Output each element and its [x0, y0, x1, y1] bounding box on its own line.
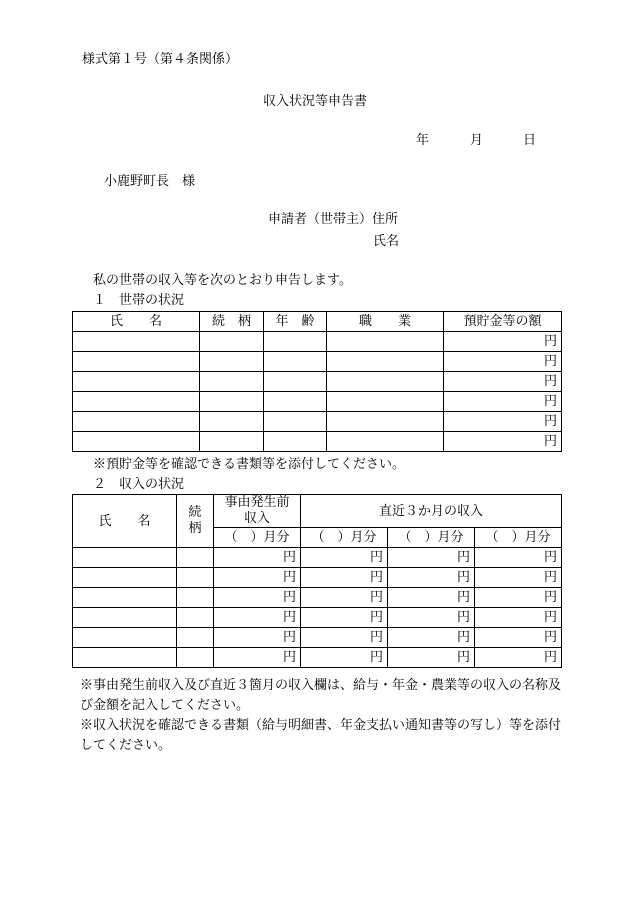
income-cell[interactable]: 円 — [301, 548, 388, 568]
header-name: 氏 名 — [73, 495, 177, 548]
income-cell[interactable]: 円 — [475, 588, 562, 608]
applicant-name-label: 氏名 — [373, 234, 400, 249]
page-title: 収入状況等申告書 — [262, 94, 367, 109]
section2-note-1: ※事由発生前収入及び直近３箇月の収入欄は、給与・年金・農業等の収入の名称及び金額を記入してください。 — [80, 678, 562, 713]
header-relation: 続柄 — [177, 495, 214, 548]
income-cell[interactable]: 円 — [475, 628, 562, 648]
age-cell[interactable] — [264, 432, 327, 452]
age-cell[interactable] — [264, 332, 327, 352]
table-row — [73, 588, 562, 608]
income-cell[interactable]: 円 — [388, 548, 475, 568]
income-cell[interactable]: 円 — [475, 568, 562, 588]
relation-cell[interactable] — [177, 568, 214, 588]
month-label: （ ）月分 — [388, 528, 475, 548]
date-day: 日 — [523, 133, 537, 148]
name-cell[interactable] — [73, 332, 200, 352]
name-cell[interactable] — [73, 568, 177, 588]
table-row — [73, 412, 562, 432]
header-age: 年 齢 — [264, 312, 327, 332]
relation-cell[interactable] — [200, 352, 264, 372]
income-cell[interactable]: 円 — [214, 648, 301, 668]
month-label: （ ）月分 — [475, 528, 562, 548]
header-recent-income: 直近３か月の収入 — [301, 495, 562, 528]
table-row — [73, 608, 562, 628]
relation-cell[interactable] — [200, 332, 264, 352]
table-row — [73, 648, 562, 668]
income-cell[interactable]: 円 — [214, 628, 301, 648]
header-pre-event-income: 事由発生前収入 — [214, 495, 301, 528]
date-year: 年 — [416, 133, 430, 148]
month-label: （ ）月分 — [214, 528, 301, 548]
savings-cell[interactable]: 円 — [444, 392, 562, 412]
table-row — [73, 332, 562, 352]
header-savings: 預貯金等の額 — [444, 312, 562, 332]
section1-heading: １ 世帯の状況 — [93, 293, 185, 308]
income-cell[interactable]: 円 — [301, 648, 388, 668]
form-number: 様式第１号（第４条関係） — [82, 52, 239, 67]
relation-cell[interactable] — [200, 392, 264, 412]
name-cell[interactable] — [73, 648, 177, 668]
income-cell[interactable]: 円 — [214, 608, 301, 628]
table-row — [73, 392, 562, 412]
income-cell[interactable]: 円 — [214, 568, 301, 588]
header-occupation: 職 業 — [327, 312, 444, 332]
section2-note-2: ※収入状況を確認できる書類（給与明細書、年金支払い通知書等の写し）等を添付してください。 — [80, 718, 562, 753]
name-cell[interactable] — [73, 412, 200, 432]
table-row — [73, 548, 562, 568]
relation-cell[interactable] — [177, 548, 214, 568]
header-relation: 続 柄 — [200, 312, 264, 332]
income-cell[interactable]: 円 — [214, 588, 301, 608]
name-cell[interactable] — [73, 392, 200, 412]
name-cell[interactable] — [73, 608, 177, 628]
age-cell[interactable] — [264, 412, 327, 432]
occupation-cell[interactable] — [327, 432, 444, 452]
income-cell[interactable]: 円 — [388, 648, 475, 668]
intro-text: 私の世帯の収入等を次のとおり申告します。 — [93, 273, 352, 288]
income-cell[interactable]: 円 — [388, 588, 475, 608]
date-month: 月 — [470, 133, 484, 148]
relation-cell[interactable] — [177, 608, 214, 628]
age-cell[interactable] — [264, 352, 327, 372]
savings-cell[interactable]: 円 — [444, 372, 562, 392]
table-row — [73, 372, 562, 392]
name-cell[interactable] — [73, 628, 177, 648]
relation-cell[interactable] — [177, 648, 214, 668]
income-cell[interactable]: 円 — [475, 648, 562, 668]
income-table — [72, 494, 562, 668]
relation-cell[interactable] — [200, 412, 264, 432]
section1-note: ※預貯金等を確認できる書類等を添付してください。 — [93, 457, 406, 472]
table-row — [73, 568, 562, 588]
savings-cell[interactable]: 円 — [444, 332, 562, 352]
age-cell[interactable] — [264, 392, 327, 412]
name-cell[interactable] — [73, 588, 177, 608]
table-row — [73, 432, 562, 452]
occupation-cell[interactable] — [327, 392, 444, 412]
section2-heading: ２ 収入の状況 — [93, 477, 185, 492]
occupation-cell[interactable] — [327, 412, 444, 432]
occupation-cell[interactable] — [327, 352, 444, 372]
month-label: （ ）月分 — [301, 528, 388, 548]
income-cell[interactable]: 円 — [388, 628, 475, 648]
income-cell[interactable]: 円 — [214, 548, 301, 568]
income-cell[interactable]: 円 — [301, 608, 388, 628]
income-cell[interactable]: 円 — [388, 568, 475, 588]
income-cell[interactable]: 円 — [388, 608, 475, 628]
relation-cell[interactable] — [177, 588, 214, 608]
addressee: 小鹿野町長 様 — [104, 174, 196, 189]
relation-cell[interactable] — [177, 628, 214, 648]
income-cell[interactable]: 円 — [301, 588, 388, 608]
applicant-address-label: 申請者（世帯主）住所 — [268, 212, 399, 227]
household-header-row — [73, 312, 562, 332]
income-cell[interactable]: 円 — [475, 548, 562, 568]
occupation-cell[interactable] — [327, 332, 444, 352]
savings-cell[interactable]: 円 — [444, 412, 562, 432]
savings-cell[interactable]: 円 — [444, 432, 562, 452]
name-cell[interactable] — [73, 432, 200, 452]
household-table — [72, 311, 562, 452]
table-row — [73, 352, 562, 372]
savings-cell[interactable]: 円 — [444, 352, 562, 372]
age-cell[interactable] — [264, 372, 327, 392]
relation-cell[interactable] — [200, 432, 264, 452]
relation-cell[interactable] — [200, 372, 264, 392]
income-header-row — [73, 495, 562, 528]
header-name: 氏 名 — [73, 312, 200, 332]
income-cell[interactable]: 円 — [301, 568, 388, 588]
occupation-cell[interactable] — [327, 372, 444, 392]
table-row — [73, 628, 562, 648]
name-cell[interactable] — [73, 548, 177, 568]
income-cell[interactable]: 円 — [301, 628, 388, 648]
income-cell[interactable]: 円 — [475, 608, 562, 628]
name-cell[interactable] — [73, 372, 200, 392]
name-cell[interactable] — [73, 352, 200, 372]
